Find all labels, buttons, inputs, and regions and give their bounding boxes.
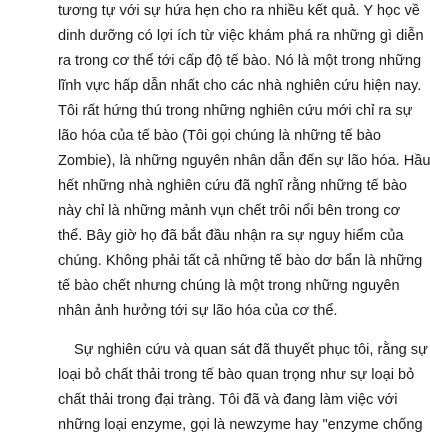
text-line: chúng. Không phải tất cả những tế bào dơ bẩn là những (58, 253, 423, 269)
text-line: nhân ảnh hưởng tới sự lão hóa của cơ thể. (58, 303, 338, 319)
text-line: này chỉ là những mảnh vụn chết trôi nổi bên trong cơ (58, 203, 401, 219)
text-line: tế bào chết nhưng chúng là một trong những nguyên (58, 278, 400, 294)
text-line: Sự nghiên cứu và quan sát đã thuyết phục tôi, rằng sự (74, 342, 428, 358)
text-line: hết những nhà nghiên cứu đã nghĩ rằng những tế bào (58, 178, 408, 194)
text-line: lão hóa của tế bào (Tôi gọi chúng là những tế bào (58, 128, 381, 144)
text-line: tương tự với sự hứa hẹn cho ra nhiều kết quả. Y học về (58, 3, 420, 19)
text-line: chất thải trong đại tràng. Tôi đã và đang làm việc với (58, 392, 398, 408)
text-line: Zombie), là những nguyên nhân dẫn đến sự lão hóa. Hầu (58, 153, 430, 169)
text-line: những loại enzyme, gọi là newzyme hay "enzyme chống (58, 417, 423, 433)
text-line: ra trong cơ thể tới cấp độ tế bào. Nó là một trong những (58, 53, 422, 69)
text-line: Tôi rất hứng thú trong những nghiên cứu mới chỉ ra sự (58, 103, 413, 119)
text-line: loại bỏ chất thải trong tế bào quan trọng như sự loại bỏ (58, 367, 415, 383)
text-line: lĩnh vực hấp dẫn nhất cho các nhà nghiên cứu hiện nay. (58, 78, 422, 94)
text-line: dinh dưỡng có lợi ích từ việc khám phá ra những gì diễn (58, 28, 424, 44)
text-line: thể. Bây giờ họ đã bắt đầu nhận ra sự nguy hiểm của (58, 228, 404, 244)
